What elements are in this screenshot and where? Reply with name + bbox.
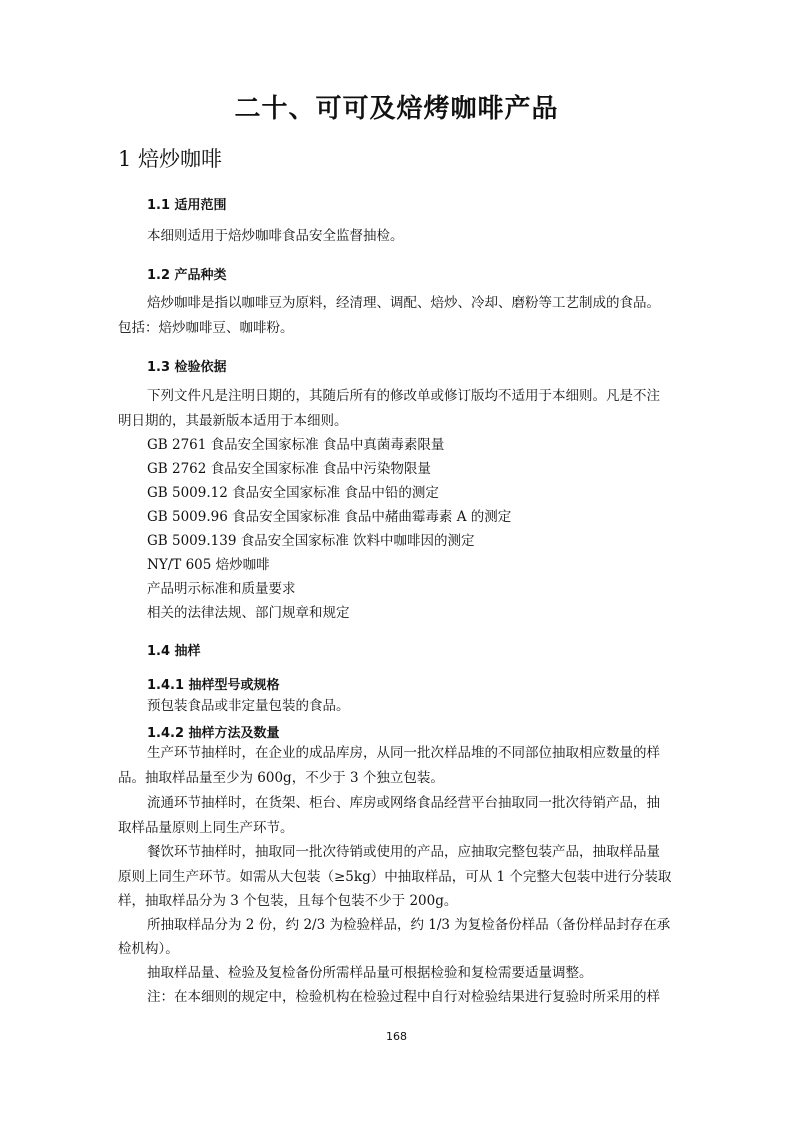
paragraph-1-1: 本细则适用于焙炒咖啡食品安全监督抽检。	[147, 228, 404, 244]
chapter-title: 二十、可可及焙烤咖啡产品	[234, 94, 559, 124]
paragraph-catering-line2: 原则上同生产环节。如需从大包装（≥5kg）中抽取样品，可从 1 个完整大包装中进行分装取	[118, 869, 672, 885]
paragraph-split-line2: 检机构）。	[118, 941, 179, 957]
heading-1-4-1: 1.4.1 抽样型号或规格	[147, 678, 280, 693]
reference-item: GB 2762 食品安全国家标准 食品中污染物限量	[147, 461, 431, 477]
paragraph-circulation-line2: 取样品量原则上同生产环节。	[118, 820, 294, 836]
reference-item: GB 5009.96 食品安全国家标准 食品中赭曲霉毒素 A 的测定	[147, 509, 512, 525]
reference-item: GB 2761 食品安全国家标准 食品中真菌毒素限量	[147, 437, 445, 453]
reference-item: 产品明示标准和质量要求	[147, 581, 296, 597]
heading-1-4: 1.4 抽样	[147, 644, 201, 659]
paragraph-1-2-line1: 焙炒咖啡是指以咖啡豆为原料，经清理、调配、焙炒、冷却、磨粉等工艺制成的食品。	[147, 295, 660, 311]
reference-item: GB 5009.139 食品安全国家标准 饮料中咖啡因的测定	[147, 533, 475, 549]
paragraph-catering-line1: 餐饮环节抽样时，抽取同一批次待销或使用的产品，应抽取完整包装产品，抽取样品量	[147, 844, 660, 860]
paragraph-1-2-line2: 包括：焙炒咖啡豆、咖啡粉。	[118, 320, 294, 336]
paragraph-catering-line3: 样，抽取样品分为 3 个包装，且每个包装不少于 200g。	[118, 893, 458, 909]
paragraph-note: 注：在本细则的规定中，检验机构在检验过程中自行对检验结果进行复验时所采用的样	[147, 989, 660, 1005]
reference-item: 相关的法律法规、部门规章和规定	[147, 605, 350, 621]
paragraph-1-3-line1: 下列文件凡是注明日期的，其随后所有的修改单或修订版均不适用于本细则。凡是不注	[147, 388, 660, 404]
reference-item: NY/T 605 焙炒咖啡	[147, 557, 270, 573]
section-title: 1 焙炒咖啡	[118, 147, 223, 171]
heading-1-2: 1.2 产品种类	[147, 268, 227, 283]
paragraph-production-line1: 生产环节抽样时，在企业的成品库房，从同一批次样品堆的不同部位抽取相应数量的样	[147, 745, 660, 761]
paragraph-production-line2: 品。抽取样品量至少为 600g，不少于 3 个独立包装。	[118, 770, 444, 786]
heading-1-3: 1.3 检验依据	[147, 360, 227, 375]
heading-1-1: 1.1 适用范围	[147, 198, 227, 213]
paragraph-circulation-line1: 流通环节抽样时，在货架、柜台、库房或网络食品经营平台抽取同一批次待销产品，抽	[147, 795, 660, 811]
paragraph-adjustment: 抽取样品量、检验及复检备份所需样品量可根据检验和复检需要适量调整。	[147, 965, 593, 981]
page-number: 168	[386, 1030, 407, 1043]
paragraph-split-line1: 所抽取样品分为 2 份，约 2/3 为检验样品，约 1/3 为复检备份样品（备份样品封存在承	[147, 917, 671, 933]
paragraph-1-4-1: 预包装食品或非定量包装的食品。	[147, 698, 350, 714]
reference-item: GB 5009.12 食品安全国家标准 食品中铅的测定	[147, 485, 439, 501]
heading-1-4-2: 1.4.2 抽样方法及数量	[147, 726, 280, 741]
paragraph-1-3-line2: 明日期的，其最新版本适用于本细则。	[118, 413, 348, 429]
